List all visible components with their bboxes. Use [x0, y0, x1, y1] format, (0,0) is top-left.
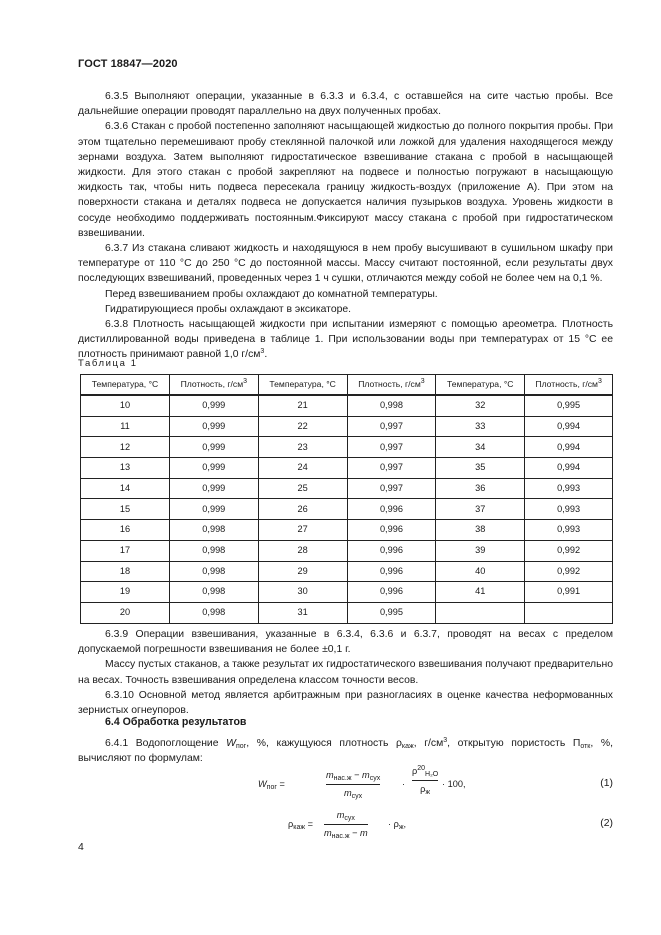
page-number: 4 [78, 842, 84, 853]
table-cell: 36 [436, 478, 525, 499]
density-table [80, 374, 613, 624]
paragraph-6-3-10: 6.3.10 Основной метод является арбитражным при разногласиях в оценке качества неформованных зернистых огнеупоров. [78, 689, 613, 717]
table-cell: 0,997 [347, 478, 436, 499]
table-cell: 0,996 [347, 582, 436, 603]
table-row [81, 395, 613, 416]
paragraph-6-3-9: 6.3.9 Операции взвешивания, указанные в 6.3.4, 6.3.6 и 6.3.7, проводят на весах с пределом допускаемой погрешности взвешивания не более ±0,1 г. [78, 629, 613, 656]
table-caption: Таблица 1 [78, 358, 138, 369]
header-density: Плотность, $г/см^3$ [347, 375, 436, 396]
table-cell: 0,999 [169, 499, 258, 520]
table-cell: 0,997 [347, 458, 436, 479]
paragraph-empty-cups: Массу пустых стаканов, а также результат их гидростатического взвешивания получают предварительно на весах. Точность взвешивания определена классом точности весов. [78, 659, 613, 686]
table-cell: 0,993 [525, 499, 613, 520]
table-cell: 0,998 [169, 561, 258, 582]
section-title: 6.4 Обработка результатов [105, 716, 247, 728]
table-cell: 19 [81, 582, 170, 603]
table-cell: 0,994 [525, 437, 613, 458]
table-cell: 33 [436, 416, 525, 437]
text-block-bottom [78, 627, 613, 718]
table-header-row [81, 375, 613, 396]
table-cell: 0,998 [169, 582, 258, 603]
table-cell: 39 [436, 540, 525, 561]
table-cell: 25 [258, 478, 347, 499]
formula-2-number: (2) [600, 818, 613, 829]
table-cell: 26 [258, 499, 347, 520]
table-cell: 40 [436, 561, 525, 582]
header-temperature: Температура, °С [258, 375, 347, 396]
table-cell: 0,995 [525, 395, 613, 416]
table-cell: 0,996 [347, 561, 436, 582]
paragraph-cooling: Перед взвешиванием пробы охлаждают до комнатной температуры. [105, 288, 438, 300]
table-cell: 34 [436, 437, 525, 458]
table-cell: 16 [81, 520, 170, 541]
standard-header: ГОСТ 18847—2020 [78, 58, 178, 70]
text-block-top [78, 89, 613, 363]
table-row [81, 540, 613, 561]
formula-1-lhs: $W_{пог}$ = [258, 779, 285, 791]
table-cell: 0,998 [169, 540, 258, 561]
table-row [81, 437, 613, 458]
table-cell: 0,993 [525, 478, 613, 499]
table-cell: 0,998 [169, 520, 258, 541]
table-cell: 18 [81, 561, 170, 582]
table-row [81, 458, 613, 479]
formula-2 [0, 808, 661, 842]
formula-1-dot: · [402, 779, 406, 789]
text-block-formulas-intro [78, 736, 613, 766]
formula-1 [0, 765, 661, 802]
table-cell: 0,993 [525, 520, 613, 541]
table-cell: 28 [258, 540, 347, 561]
table-cell: 23 [258, 437, 347, 458]
table-cell: 11 [81, 416, 170, 437]
table-cell: 0,999 [169, 478, 258, 499]
table-cell: 0,999 [169, 395, 258, 416]
table-cell: 32 [436, 395, 525, 416]
table-cell: 0,991 [525, 582, 613, 603]
table-cell: 27 [258, 520, 347, 541]
table-cell: 24 [258, 458, 347, 479]
formula-2-tail: · $\rho_ж$, [388, 819, 407, 831]
table-cell: 0,996 [347, 520, 436, 541]
table-cell: 0,992 [525, 561, 613, 582]
formula-1-number: (1) [600, 778, 613, 789]
formula-2-fraction: $m_{сух}$ $m_{нас.ж} - m$ [324, 810, 368, 841]
table-cell: 0,998 [347, 395, 436, 416]
paragraph-hydrating: Гидратирующиеся пробы охлаждают в эксикаторе. [105, 303, 352, 315]
table-cell: 0,994 [525, 416, 613, 437]
table-cell: 0,999 [169, 458, 258, 479]
table-body [81, 395, 613, 623]
table-cell: 0,992 [525, 540, 613, 561]
table-cell: 0,999 [169, 437, 258, 458]
paragraph-6-3-6: 6.3.6 Стакан с пробой постепенно заполняют насыщающей жидкостью до полного покрытия пробы. При этом тщательно перемешивают пробу стеклянной палочкой или ложкой для удаления находящегося между зернами воздуха. Затем выполняют гидростатическое взвешивание стакана с пробой в насыщающей жидкости. Для этого стакан с пробой закрепляют на подвесе и полностью погружают в насыщающую жидкость так, чтобы нить подвеса пересекала границу жидкость-воздух (приложение А). При этом на поверхности стакана и деталях подвеса не допускается наличия пузырьков воздуха. Уровень жидкости в сосуде необходимо поддерживать постоянным.Фиксируют массу стакана с пробой при гидростатическом взвешивании. [78, 121, 613, 239]
table-cell: 17 [81, 540, 170, 561]
header-temperature: Температура, °С [436, 375, 525, 396]
table-cell: 29 [258, 561, 347, 582]
table-row [81, 602, 613, 623]
paragraph-6-3-5: 6.3.5 Выполняют операции, указанные в 6.3.3 и 6.3.4, с оставшейся на сите частью пробы. Все дальнейшие операции проводят параллельно на двух полученных пробах. [78, 91, 613, 118]
table-cell: 31 [258, 602, 347, 623]
table-cell: 14 [81, 478, 170, 499]
p638-sup: 3 [260, 348, 265, 356]
table-cell [525, 602, 613, 623]
table-cell [436, 602, 525, 623]
table-row [81, 582, 613, 603]
table-row [81, 416, 613, 437]
paragraph-6-3-8 [78, 317, 613, 363]
formula-2-lhs: $\rho_{каж}$ = [288, 819, 313, 831]
table-cell: 10 [81, 395, 170, 416]
table-cell: 0,995 [347, 602, 436, 623]
table-row [81, 561, 613, 582]
table-cell: 37 [436, 499, 525, 520]
table-cell: 12 [81, 437, 170, 458]
table-cell: 0,996 [347, 499, 436, 520]
header-density: Плотность, $г/см^3$ [525, 375, 613, 396]
table-cell: 30 [258, 582, 347, 603]
table-cell: 0,994 [525, 458, 613, 479]
header-temperature: Температура, °С [81, 375, 170, 396]
paragraph-6-3-7: 6.3.7 Из стакана сливают жидкость и находящуюся в нем пробу высушивают в сушильном шкафу при температуре от 110 °С до 250 °С до постоянной массы. Массу считают постоянной, если результаты двух последующих взвешиваний, проведенных через 1 ч сушки, отличаются между собой не более чем на 0,1 %. [78, 243, 613, 285]
table-cell: 41 [436, 582, 525, 603]
formula-1-fraction: $m_{нас.ж} - m_{сух}$ $m_{сух}$ [326, 770, 381, 801]
table-row [81, 499, 613, 520]
formula-1-rho-fraction: $\rho^{20}_{H_2O}$ $\rho_ж$ [412, 765, 439, 797]
p638-end: . [264, 349, 268, 361]
paragraph-6-4-1: 6.4.1 Водопоглощение $W_{пог}$, %, кажущуюся плотность $\rho_{каж}$, $г/см^3$, открытую пористость $П_{отк}$, %, вычисляют по формулам: [78, 737, 613, 765]
table-cell: 0,996 [347, 540, 436, 561]
table-cell: 13 [81, 458, 170, 479]
formula-1-tail: · 100, [442, 779, 466, 789]
table-cell: 21 [258, 395, 347, 416]
table-cell: 35 [436, 458, 525, 479]
table-row [81, 478, 613, 499]
p638-text: 6.3.8 Плотность насыщающей жидкости при испытании измеряют с помощью ареометра. Плотность дистиллированной воды приведена в таблице 1. При использовании воды при температурах от 15 °С ее плотность принимают равной 1,0 г/см [78, 319, 613, 361]
table-cell: 0,998 [169, 602, 258, 623]
table-cell: 0,997 [347, 437, 436, 458]
table-cell: 15 [81, 499, 170, 520]
table-cell: 38 [436, 520, 525, 541]
table-cell: 0,997 [347, 416, 436, 437]
table-row [81, 520, 613, 541]
table-cell: 22 [258, 416, 347, 437]
header-density: Плотность, $г/см^3$ [169, 375, 258, 396]
table-cell: 0,999 [169, 416, 258, 437]
table-cell: 20 [81, 602, 170, 623]
